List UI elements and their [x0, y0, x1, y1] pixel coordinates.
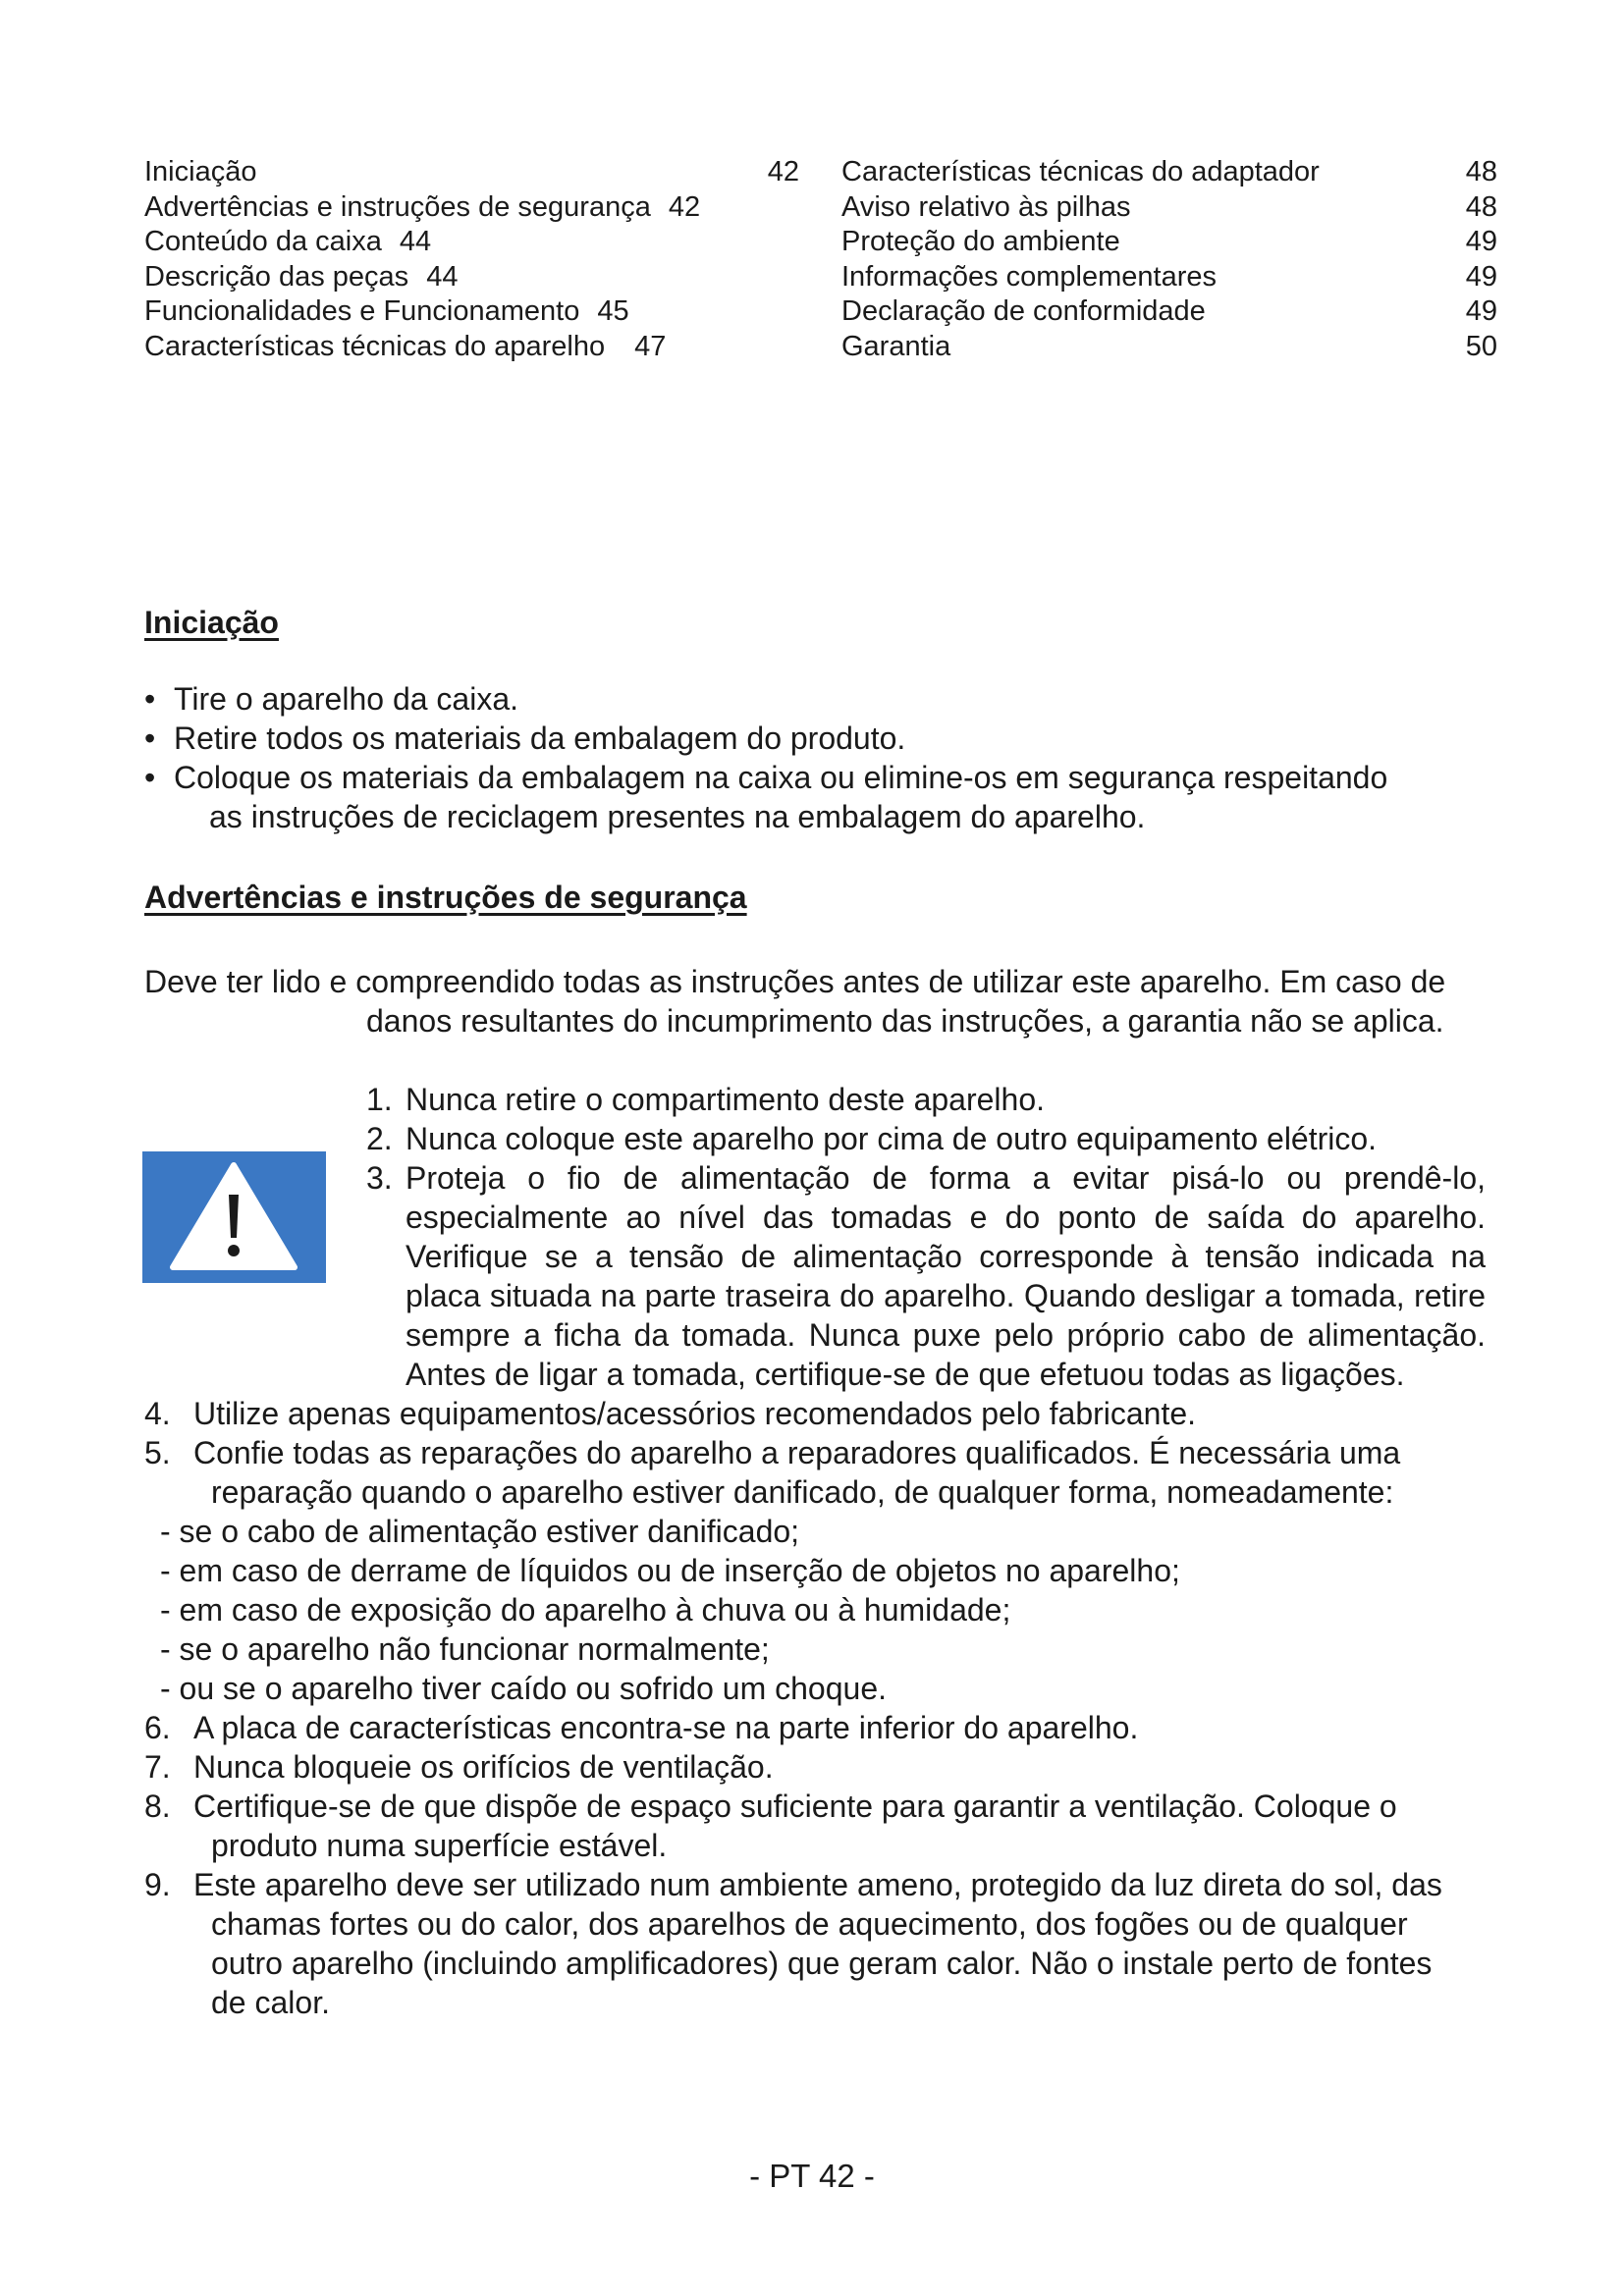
toc-entry-label: Conteúdo da caixa: [144, 226, 382, 257]
dash-item: - em caso de derrame de líquidos ou de inserção de objetos no aparelho;: [160, 1553, 1180, 1588]
item-text-continuation: outro aparelho (incluindo amplificadores) que geram calor. Não o instale perto de fontes: [211, 1946, 1433, 1981]
dash-item: - se o aparelho não funcionar normalmente;: [160, 1631, 770, 1667]
toc-entry-label: Advertências e instruções de segurança: [144, 190, 651, 223]
toc-entry-label: Características técnicas do adaptador: [841, 156, 1320, 187]
toc-entry-page: 50: [1465, 330, 1497, 362]
toc-entry: [144, 155, 802, 190]
page-number-footer: - PT 42 -: [749, 2158, 875, 2194]
dash-item: - ou se o aparelho tiver caído ou sofrido um choque.: [160, 1671, 887, 1706]
toc-entry-page: 42: [767, 156, 799, 187]
iniciacao-bullet-list: [144, 679, 1519, 836]
item-text-wrap: [193, 1394, 1519, 1433]
item-text: A placa de características encontra-se na parte inferior do aparelho.: [193, 1710, 1139, 1745]
toc-entry-label: Funcionalidades e Funcionamento: [144, 295, 580, 327]
intro-line: danos resultantes do incumprimento das instruções, a garantia não se aplica.: [366, 1003, 1444, 1039]
bullet-text: Retire todos os materiais da embalagem do produto.: [174, 721, 906, 756]
toc-entry-label: Iniciação: [144, 156, 257, 187]
list-item: [144, 679, 1519, 719]
toc-entry-label: Descrição das peças: [144, 260, 409, 293]
list-item: [144, 1433, 1519, 1512]
toc-entry: [841, 155, 1499, 190]
list-item: [144, 1158, 1519, 1394]
toc-entry-label: Garantia: [841, 330, 951, 362]
item-text-continuation: produto numa superfície estável.: [211, 1828, 668, 1863]
item-text: Nunca bloqueie os orifícios de ventilação.: [193, 1749, 774, 1785]
toc-entry: [144, 190, 802, 226]
list-item: [144, 1787, 1519, 1865]
item-number: 7.: [144, 1749, 171, 1785]
list-item: [144, 758, 1519, 836]
list-item: [144, 719, 1519, 758]
toc-entry-page: 49: [1465, 260, 1497, 293]
toc-entry-page: 47: [634, 330, 667, 362]
toc-entry-page: 49: [1465, 295, 1497, 327]
item-text: Utilize apenas equipamentos/acessórios recomendados pelo fabricante.: [193, 1396, 1197, 1431]
toc-entry: [841, 225, 1499, 260]
toc-entry-page: 44: [399, 226, 432, 257]
item-number: 6.: [144, 1710, 171, 1745]
item-number: 1.: [366, 1082, 393, 1117]
item-text-wrap: [193, 1865, 1519, 2022]
list-item: [144, 1394, 1519, 1433]
toc-entry-label: Características técnicas do aparelho: [144, 330, 606, 362]
toc-entry: [144, 294, 802, 330]
toc-right-column: [841, 155, 1499, 364]
list-item: [144, 1865, 1519, 2022]
item-text: Este aparelho deve ser utilizado num ambiente ameno, protegido da luz direta do sol, das: [193, 1867, 1442, 1902]
list-item: [144, 1747, 1519, 1787]
bullet-text-continuation: as instruções de reciclagem presentes na embalagem do aparelho.: [209, 799, 1146, 834]
item-text-wrap: [193, 1787, 1519, 1865]
toc-entry: [841, 260, 1499, 295]
toc-entry: [841, 190, 1499, 226]
item-text-wrap: [193, 1747, 1519, 1787]
toc-entry-label: Aviso relativo às pilhas: [841, 190, 1131, 223]
dash-item: - se o cabo de alimentação estiver danificado;: [160, 1514, 800, 1549]
list-item: [144, 1119, 1519, 1158]
item-number: 9.: [144, 1867, 171, 1902]
list-item: [144, 1080, 1519, 1119]
intro-line: Deve ter lido e compreendido todas as instruções antes de utilizar este aparelho. Em caso de: [144, 964, 1446, 999]
toc-left-column: [144, 155, 802, 364]
item-text: Certifique-se de que dispõe de espaço suficiente para garantir a ventilação. Coloque o: [193, 1789, 1397, 1824]
toc-entry-label: Informações complementares: [841, 260, 1217, 293]
item-text-wrap: [193, 1708, 1519, 1747]
toc-entry-page: 48: [1465, 156, 1497, 187]
safety-intro: [144, 962, 1519, 1041]
item-number: 5.: [144, 1435, 171, 1470]
list-item: [144, 1708, 1519, 1747]
item-number: 2.: [366, 1121, 393, 1156]
item-text: Confie todas as reparações do aparelho a reparadores qualificados. É necessária uma: [193, 1435, 1401, 1470]
dash-item: - em caso de exposição do aparelho à chuva ou à humidade;: [160, 1592, 1011, 1628]
section-heading-seguranca: Advertências e instruções de segurança: [144, 880, 747, 915]
section-heading-iniciacao: Iniciação: [144, 605, 279, 640]
toc-entry-label: Proteção do ambiente: [841, 226, 1120, 257]
toc-entry-page: 44: [426, 260, 459, 293]
bullet-text: Tire o aparelho da caixa.: [174, 681, 519, 717]
toc-entry: [841, 330, 1499, 365]
toc-entry: [841, 294, 1499, 330]
toc-entry-page: 45: [597, 295, 629, 327]
toc-entry-page: 49: [1465, 226, 1497, 257]
toc-entry-page: 48: [1465, 190, 1497, 223]
item-text: Nunca coloque este aparelho por cima de outro equipamento elétrico.: [406, 1121, 1378, 1156]
toc-entry: [144, 330, 802, 365]
safety-instructions-list: [144, 1080, 1519, 2022]
bullet-text: Coloque os materiais da embalagem na caixa ou elimine-os em segurança respeitando: [174, 760, 1388, 795]
toc-entry-page: 42: [668, 190, 701, 223]
item-text-continuation: de calor.: [211, 1985, 330, 2020]
toc-entry: [144, 260, 802, 295]
item-number: 4.: [144, 1396, 171, 1431]
toc-entry: [144, 225, 802, 260]
item-text-continuation: reparação quando o aparelho estiver danificado, de qualquer forma, nomeadamente:: [211, 1474, 1394, 1510]
item-text-continuation: chamas fortes ou do calor, dos aparelhos de aquecimento, dos fogões ou de qualquer: [211, 1906, 1408, 1942]
item-text: Nunca retire o compartimento deste aparelho.: [406, 1082, 1046, 1117]
item-text: Proteja o fio de alimentação de forma a evitar pisá-lo ou prendê-lo, especialmente ao nível das tomadas e do ponto de saída do aparelho. Verifique se a tensão de alimentação corresponde à tensão indicada na placa situada na parte traseira do aparelho. Quando desligar a tomada, retire sempre a ficha da tomada. Nunca puxe pelo próprio cabo de alimentação. Antes de ligar a tomada, certifique-se de que efetuou todas as ligações.: [406, 1160, 1486, 1392]
item-text-wrap: [193, 1433, 1519, 1512]
item-number: 8.: [144, 1789, 171, 1824]
item-number: 3.: [366, 1160, 393, 1196]
toc-entry-label: Declaração de conformidade: [841, 295, 1206, 327]
